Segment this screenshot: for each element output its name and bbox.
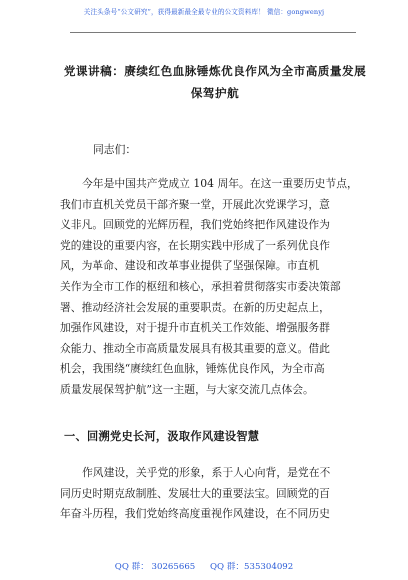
header-banner: 关注头条号“公文研究”，获得最新最全最专业的公文资料库！ 微信：gongwenyj [83, 8, 325, 16]
salutation: 同志们： [93, 143, 137, 156]
footer [0, 560, 408, 572]
header-divider [70, 32, 356, 33]
footer-qq-group-2: QQ 群：535304092 [210, 562, 294, 572]
text-line: 党的建设的重要内容，在长期实践中形成了一系列优良作 [60, 238, 330, 252]
text-line: 风，为革命、建设和改革事业提供了坚强保障。市直机 [60, 259, 320, 273]
text-line: 机会，我围绕“赓续红色血脉，锤炼优良作风，为全市高 [60, 362, 325, 376]
document-title [60, 60, 370, 104]
text-line: 义非凡。回顾党的光辉历程，我们党始终把作风建设作为 [60, 218, 330, 232]
text-line: 质量发展保驾护航”这一主题，与大家交流几点体会。 [60, 382, 314, 396]
text-line: 加强作风建设，对于提升市直机关工作效能、增强服务群 [60, 321, 330, 335]
paragraph-intro [60, 174, 358, 401]
text-line: 作风建设，关乎党的形象，系于人心向背，是党在不 [82, 466, 331, 479]
text-line: 关作为全市工作的枢纽和核心，承担着贯彻落实市委决策部 [60, 279, 341, 293]
title-line: 保驾护航 [190, 86, 240, 100]
title-line: 党课讲稿：赓续红色血脉锤炼优良作风为全市高质量发展 [63, 64, 367, 78]
paragraph-section-one [60, 463, 358, 525]
footer-qq-group-1: QQ 群： 30265665 [114, 562, 196, 572]
text-line: 我们市直机关党员干部齐聚一堂，开展此次党课学习，意 [60, 197, 330, 211]
text-line: 署、推动经济社会发展的重要职责。在新的历史起点上， [60, 300, 330, 314]
section-heading: 一、回溯党史长河，汲取作风建设智慧 [64, 429, 260, 443]
text-line: 众能力、推动全市高质量发展具有极其重要的意义。借此 [60, 341, 330, 355]
text-line: 同历史时期克敌制胜、发展壮大的重要法宝。回顾党的百 [60, 486, 330, 500]
text-line: 今年是中国共产党成立 104 周年。在这一重要历史节点， [82, 177, 358, 190]
text-line: 年奋斗历程，我们党始终高度重视作风建设，在不同历史 [60, 507, 330, 521]
